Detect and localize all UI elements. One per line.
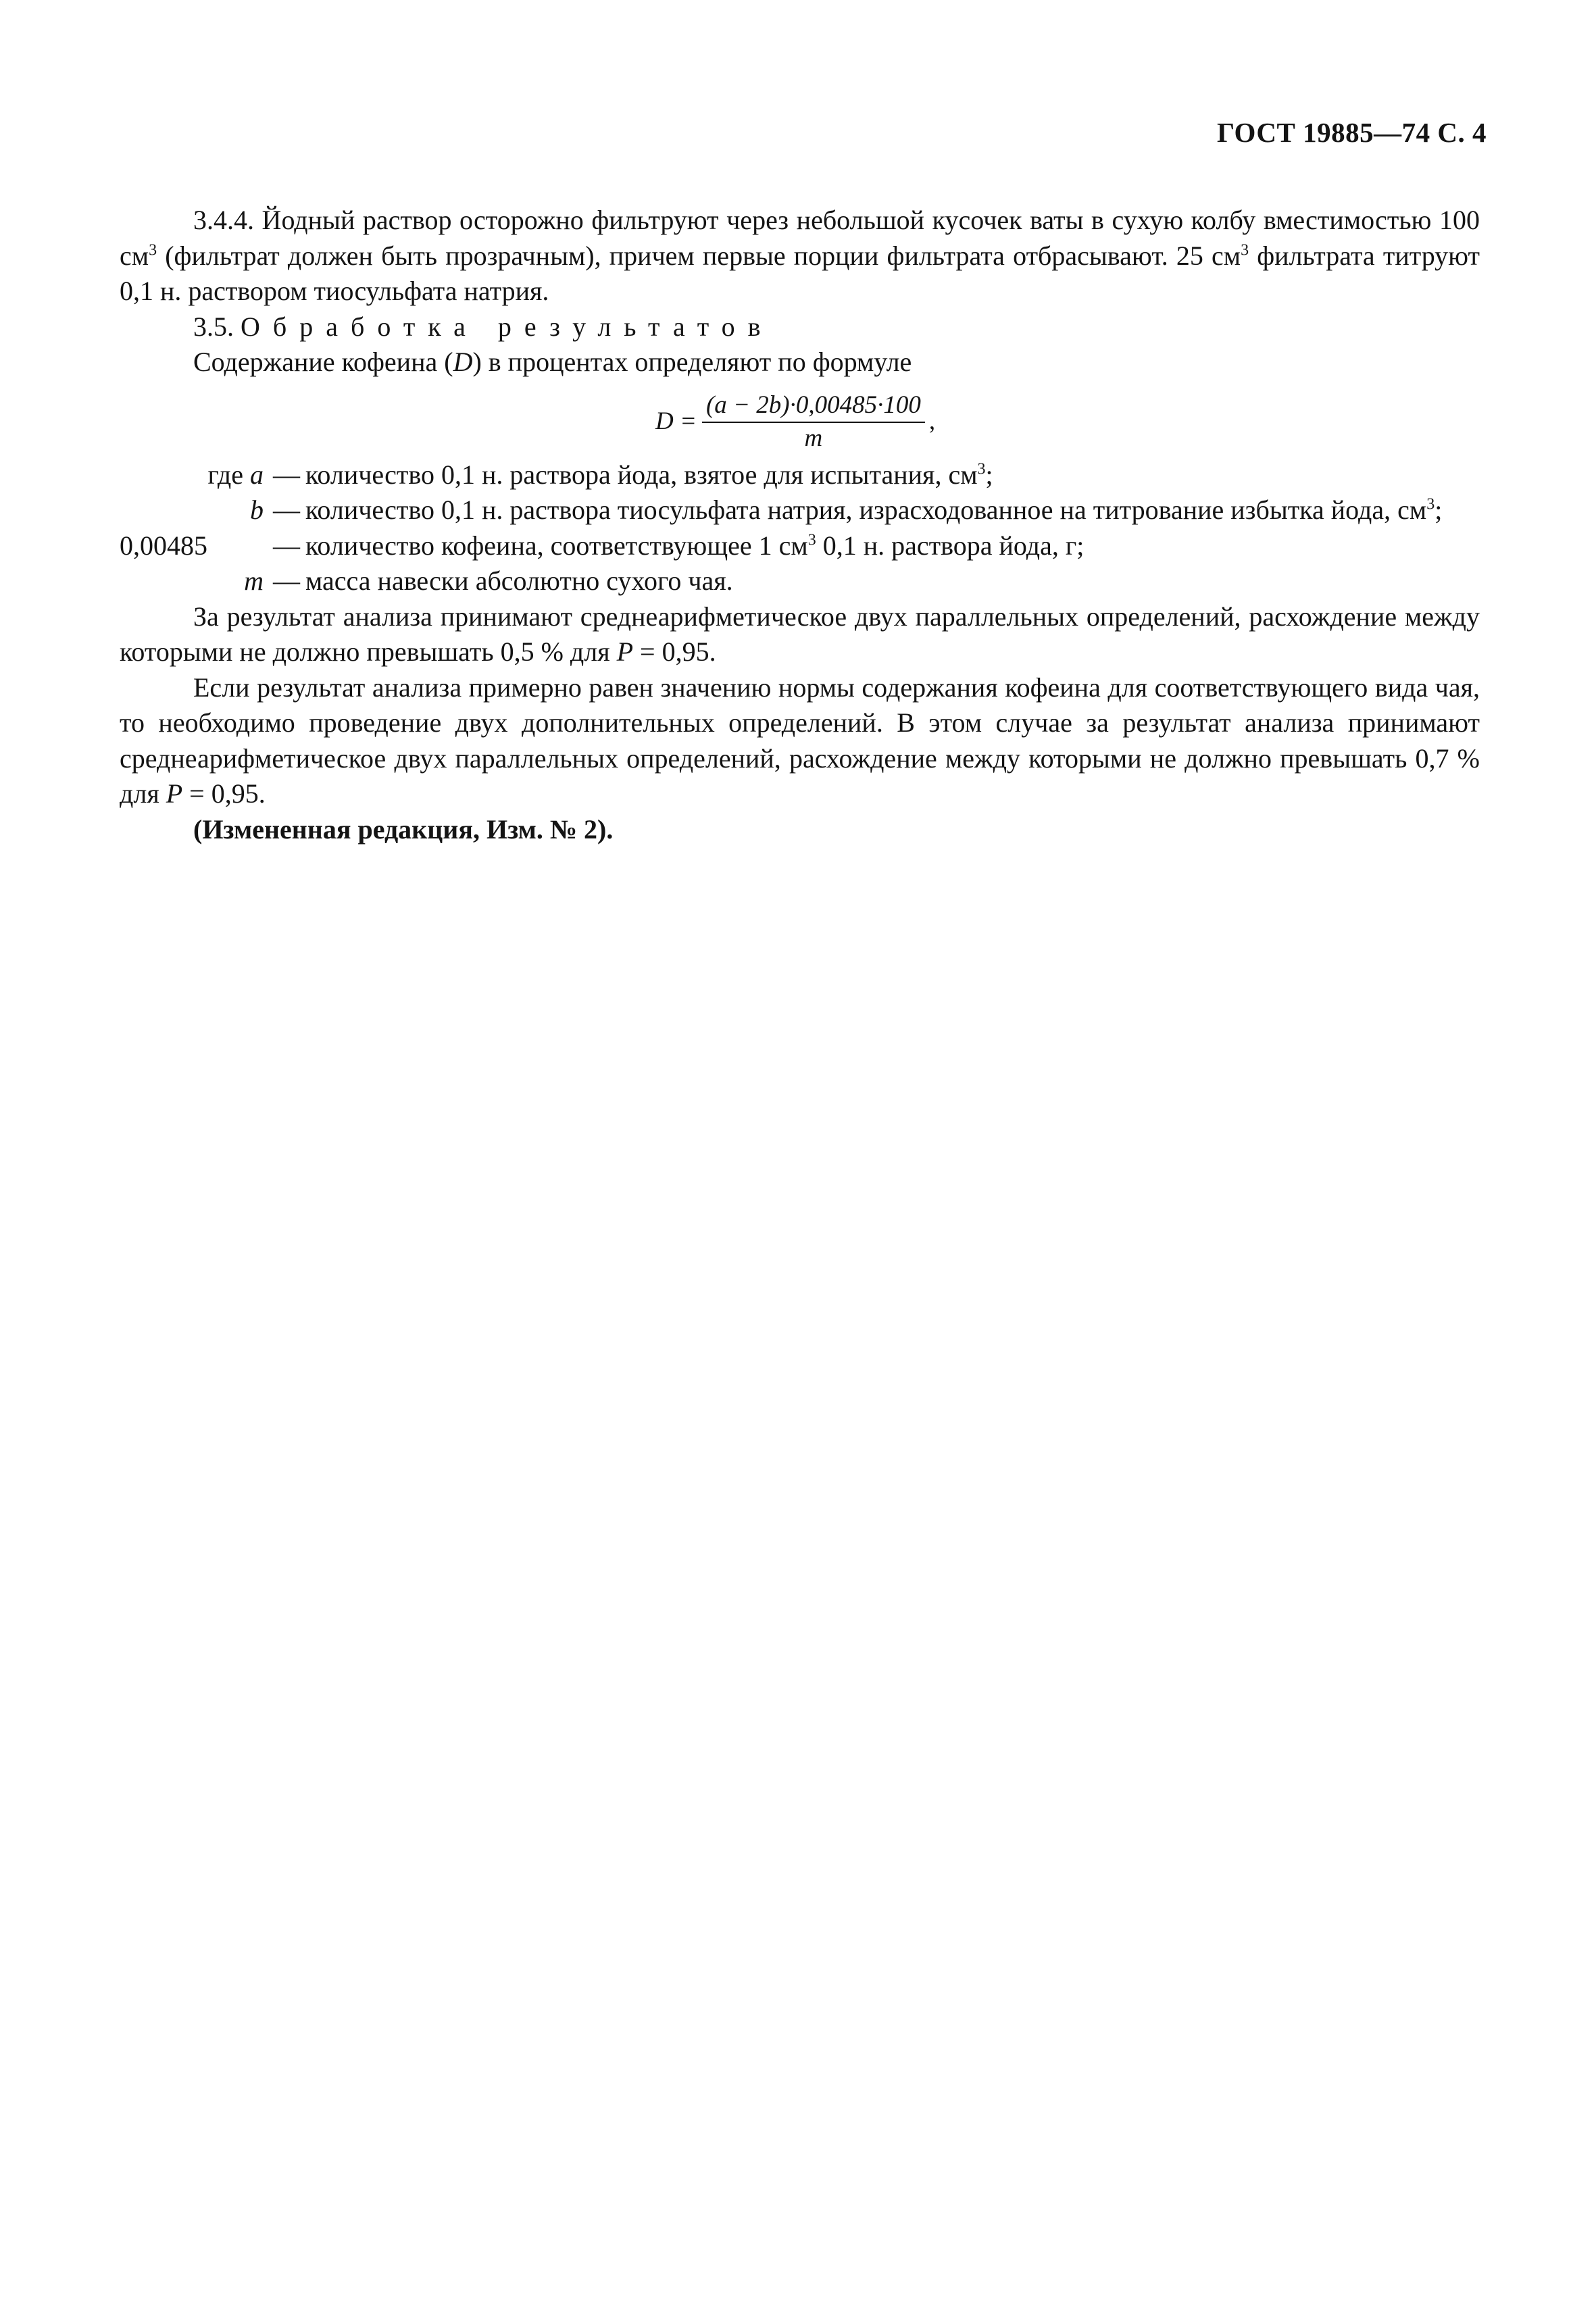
result-paragraph-2: Если результат анализа примерно равен значению нормы содержания кофеина для соответствующего вида чая, то необходимо проведение двух дополнительных определений. В этом случае за результат анализа принимают среднеарифметическое двух параллельных определений, расхождение между которыми не должно превышать 0,7 % для P = 0,95. [120, 672, 1480, 809]
section-number: 3.5. [193, 311, 234, 342]
amendment-note: (Измененная редакция, Изм. № 2). [193, 813, 614, 845]
formula-lhs: D = [655, 407, 697, 435]
formula-legend [120, 457, 1480, 599]
formula-intro: Содержание кофеина (D) в процентах определяют по формуле [193, 347, 912, 377]
formula-comma: , [928, 407, 936, 435]
legend-item-coefficient: 0,00485 — количество кофеина, соответствующее 1 $см^3$ 0,1 н. раствора йода, г; [120, 530, 1084, 561]
section-heading-3-5 [120, 309, 1480, 345]
document-body [120, 203, 1480, 847]
paragraph-3-4-4: 3.4.4. Йодный раствор осторожно фильтруют через небольшой кусочек ваты в сухую колбу вместимостью 100 $см^3$ (фильтрат должен быть прозрачным), причем первые порции фильтрата отбрасывают. 25 $см^3$ фильтрата титруют 0,1 н. раствором тиосульфата натрия. [120, 205, 1480, 306]
formula-denominator: m [804, 424, 823, 452]
result-paragraph-1: За результат анализа принимают среднеарифметическое двух параллельных определений, расхождение между которыми не должно превышать 0,5 % для P = 0,95. [120, 601, 1480, 667]
caffeine-formula [655, 393, 1480, 451]
section-title: Обработка результатов [241, 311, 774, 342]
formula-numerator: (a − 2b)·0,00485·100 [702, 393, 925, 423]
legend-item-b: b — количество 0,1 н. раствора тиосульфата натрия, израсходованное на титрование избытка йода, $см^3$; [250, 495, 1443, 525]
legend-item-m: m — масса навески абсолютно сухого чая. [244, 565, 733, 596]
page-header: ГОСТ 19885—74 С. 4 [1216, 117, 1487, 148]
legend-item-a: где a — количество 0,1 н. раствора йода, взятое для испытания, $см^3$; [207, 459, 993, 490]
formula-fraction [702, 393, 925, 451]
